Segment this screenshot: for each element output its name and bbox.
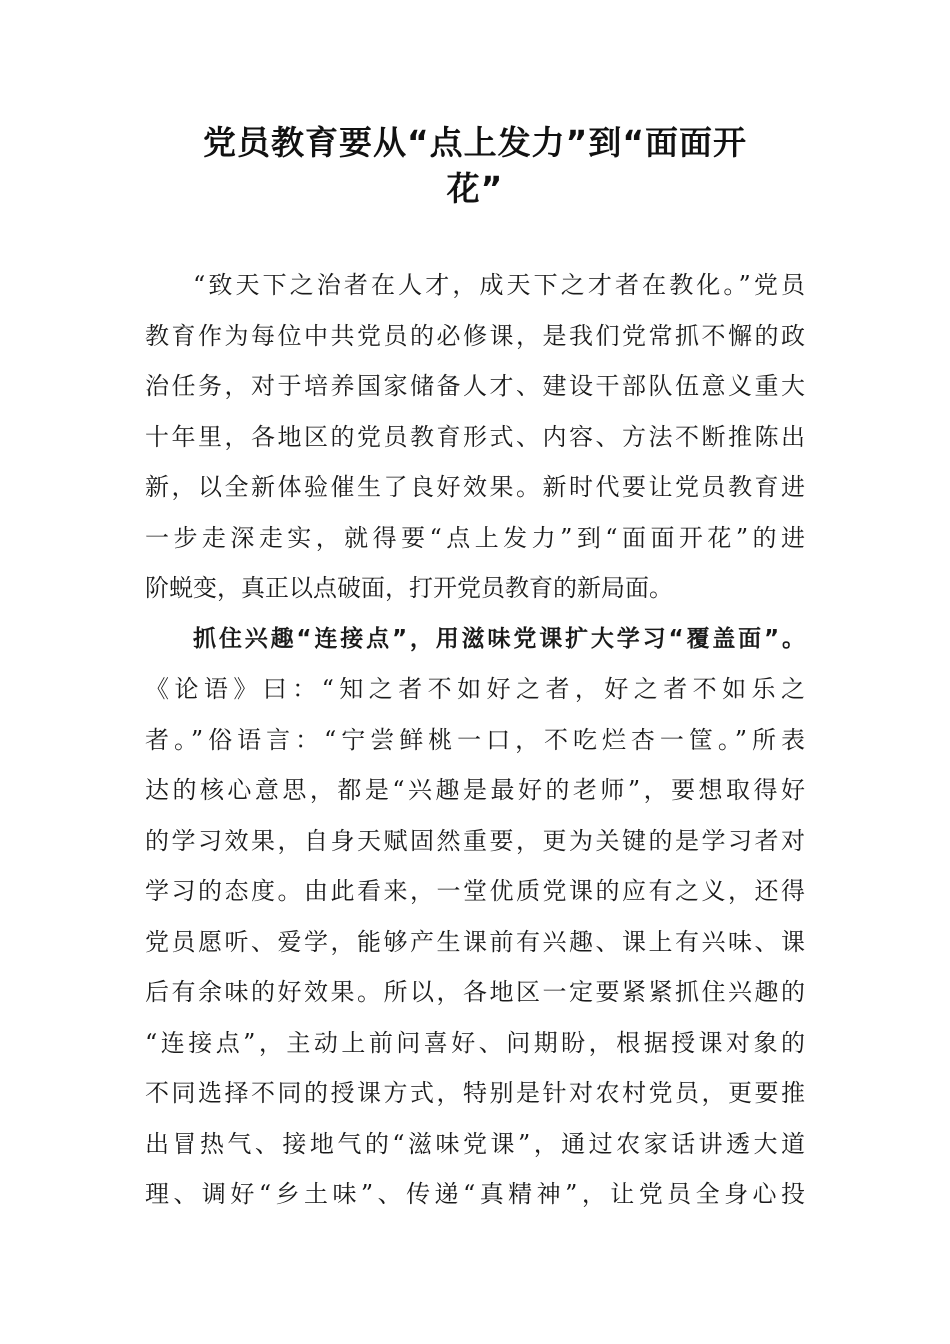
paragraph-line: 理、调好“乡土味”、传递“真精神”，让党员全身心投 (145, 1180, 805, 1208)
paragraph-line: 的学习效果，自身天赋固然重要，更为关键的是学习者对 (145, 826, 805, 855)
paragraph-line: 治任务，对于培养国家储备人才、建设干部队伍意义重大 (145, 372, 805, 400)
title-line-2: 花” (446, 169, 504, 208)
paragraph-line: “致天下之治者在人才，成天下之才者在教化。”党员 (193, 271, 805, 299)
paragraph-line: 十年里，各地区的党员教育形式、内容、方法不断推陈出 (145, 422, 805, 451)
paragraph-line: 出冒热气、接地气的“滋味党课”，通过农家话讲透大道 (145, 1129, 805, 1158)
paragraph-line: 不同选择不同的授课方式，特别是针对农村党员，更要推 (145, 1079, 805, 1107)
paragraph-line: 教育作为每位中共党员的必修课，是我们党常抓不懈的政 (145, 321, 805, 350)
paragraph-line: 新，以全新体验催生了良好效果。新时代要让党员教育进 (145, 473, 805, 501)
document-page (145, 120, 805, 1220)
paragraph-line: 《论语》曰：“知之者不如好之者，好之者不如乐之 (145, 675, 805, 703)
paragraph-2 (145, 614, 805, 1220)
paragraph-line: 一步走深走实，就得要“点上发力”到“面面开花”的进 (145, 523, 805, 552)
title-line-1: 党员教育要从“点上发力”到“面面开 (202, 123, 748, 162)
paragraph-line: 阶蜕变，真正以点破面，打开党员教育的新局面。 (145, 574, 673, 602)
paragraph-line: 后有余味的好效果。所以，各地区一定要紧紧抓住兴趣的 (145, 978, 805, 1006)
paragraph-heading: 抓住兴趣“连接点”，用滋味党课扩大学习“覆盖面”。 (193, 625, 805, 652)
paragraph-line: 者。”俗语言：“宁尝鲜桃一口，不吃烂杏一筐。”所表 (145, 725, 805, 754)
document-title (145, 120, 805, 212)
paragraph-line: 达的核心意思，都是“兴趣是最好的老师”，要想取得好 (145, 776, 805, 804)
paragraph-line: 学习的态度。由此看来，一堂优质党课的应有之义，还得 (145, 877, 805, 905)
paragraph-1 (145, 260, 805, 614)
document-body (145, 260, 805, 1220)
paragraph-line: “连接点”，主动上前问喜好、问期盼，根据授课对象的 (145, 1028, 805, 1057)
paragraph-line: 党员愿听、爱学，能够产生课前有兴趣、课上有兴味、课 (145, 927, 805, 956)
